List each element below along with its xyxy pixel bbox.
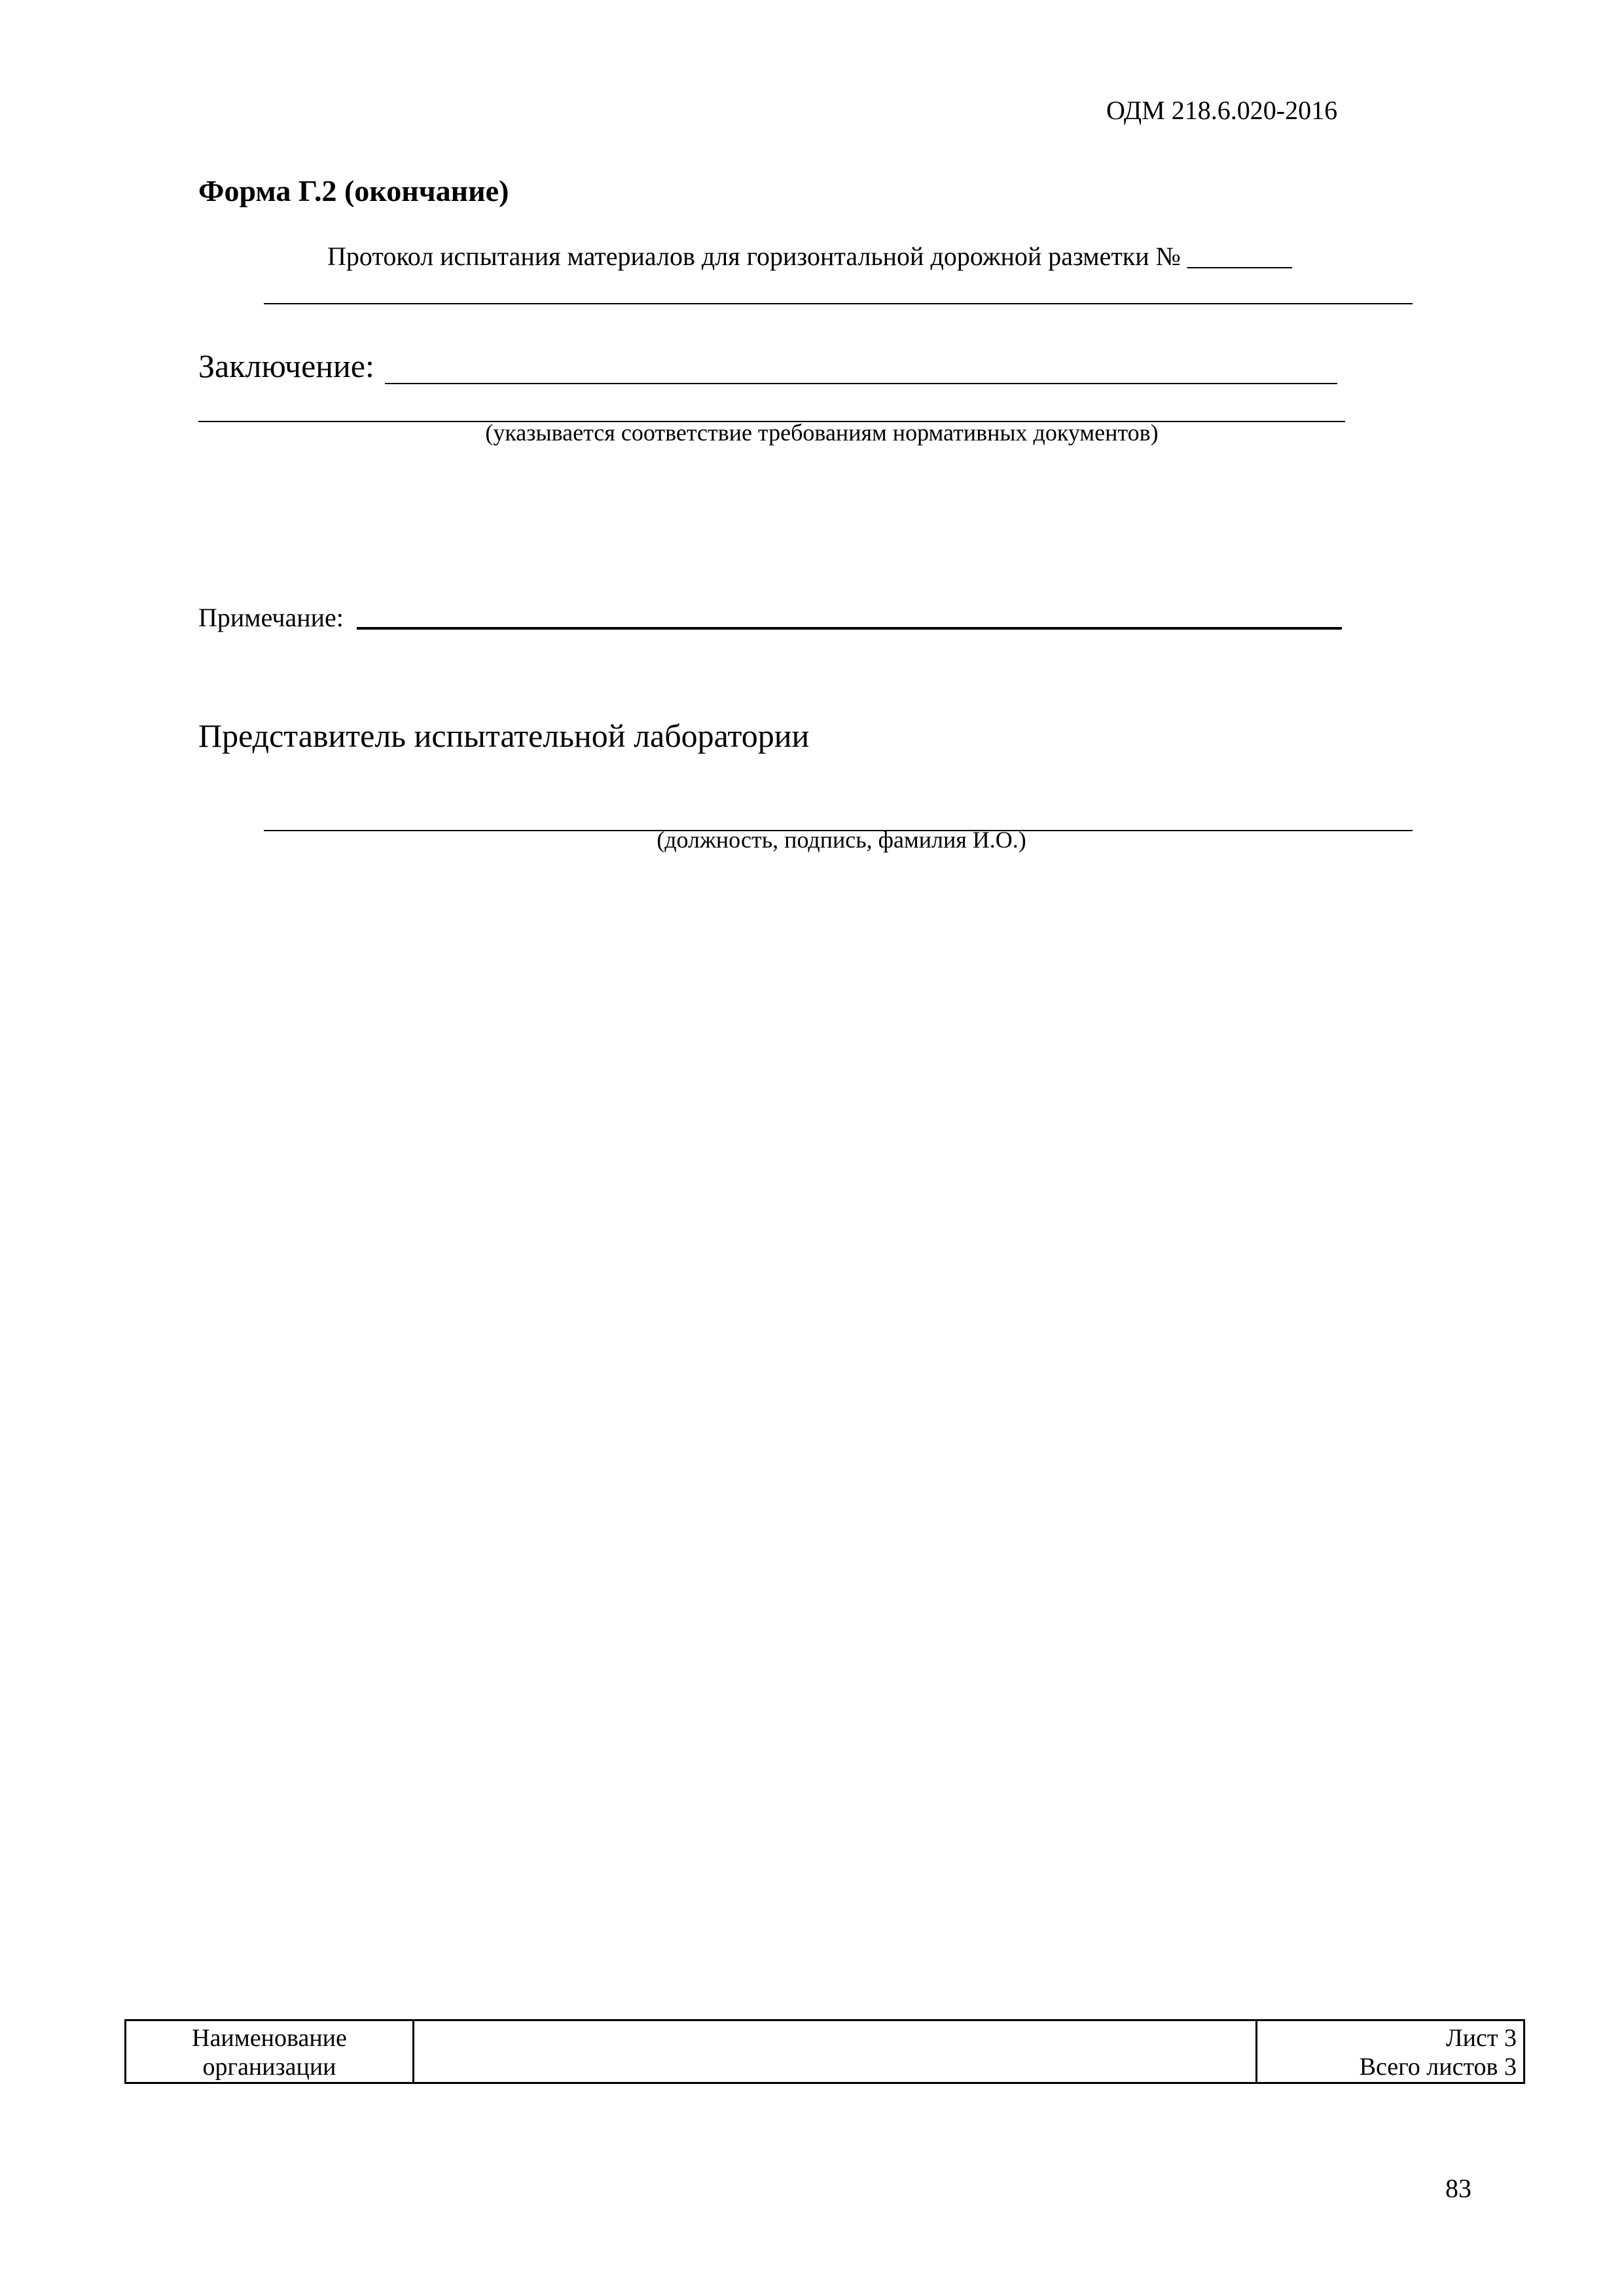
note-field-line [357, 627, 1342, 630]
conclusion-label: Заключение: [198, 348, 374, 384]
footer-sheets-cell [1257, 2021, 1523, 2082]
footer-organization-value-cell [414, 2021, 1257, 2082]
protocol-title: Протокол испытания материалов для горизонтальной дорожной разметки № ________ [327, 242, 1292, 271]
page-number: 83 [1445, 2174, 1471, 2203]
footer-organization-cell [126, 2021, 414, 2082]
document-code: ОДМ 218.6.020-2016 [1106, 96, 1338, 125]
conclusion-hint: (указывается соответствие требованиям нормативных документов) [485, 420, 1159, 446]
conclusion-field-line-1 [385, 383, 1337, 384]
note-label: Примечание: [198, 603, 344, 632]
representative-label: Представитель испытательной лаборатории [198, 717, 810, 754]
signature-hint: (должность, подпись, фамилия И.О.) [657, 827, 1026, 853]
footer-organization-line-2: организации [202, 2053, 336, 2081]
form-title: Форма Г.2 (окончание) [198, 174, 509, 207]
footer-sheet-number: Лист 3 [1445, 2024, 1517, 2052]
footer-total-sheets: Всего листов 3 [1359, 2053, 1517, 2081]
footer-table [124, 2019, 1525, 2084]
protocol-underline [264, 303, 1413, 304]
footer-organization-line-1: Наименование [192, 2024, 347, 2052]
